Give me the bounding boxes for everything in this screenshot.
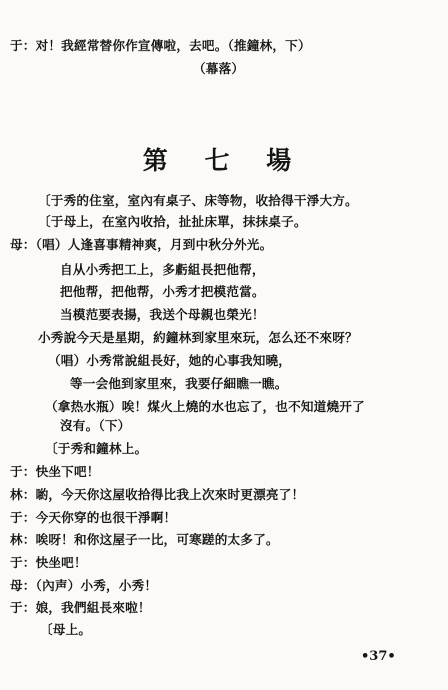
page-number: •37• xyxy=(361,649,396,664)
dialogue-line: 林：唉呀！和你这屋子一比，可寒蹉的太多了。 xyxy=(10,532,279,547)
stage-direction: 〔于秀和鐘林上。 xyxy=(45,441,148,456)
song-verse: 自从小秀把工上，多虧組長把他帮， xyxy=(60,262,265,277)
stage-direction: 〔于母上，在室內收拾，扯扯床單，抹抹桌子。 xyxy=(38,214,307,229)
scene-title: 第 七 場 xyxy=(142,146,306,175)
curtain-direction: （幕落） xyxy=(193,61,245,76)
dialogue-line: 林：喲，今天你这屋收拾得比我上次來时更漂亮了！ xyxy=(10,487,305,502)
song-verse: 把他帮，把他帮，小秀才把模范當。 xyxy=(60,284,265,299)
dialogue-line: 于：娘，我們組長來啦！ xyxy=(10,600,151,615)
dialogue-line: 小秀說今天是星期，約鐘林到家里來玩，怎么还不來呀？ xyxy=(38,330,358,345)
song-verse: 等一会他到家里來，我要仔細瞧一瞧。 xyxy=(70,376,288,391)
dialogue-line: 母：（唱）人逢喜事精神爽，月到中秋分外光。 xyxy=(10,237,273,252)
dialogue-line: （拿热水瓶）唉！煤火上燒的水也忘了，也不知道燒开了 xyxy=(45,399,365,414)
dialogue-line: 于：快坐下吧！ xyxy=(10,464,100,479)
dialogue-line: 于：对！我經常替你作宣傳啦，去吧。（推鐘林，下） xyxy=(10,38,311,53)
dialogue-line: 于：今天你穿的也很干淨啊！ xyxy=(10,510,177,525)
stage-direction: 〔母上。 xyxy=(40,622,92,637)
dialogue-line: 于：快坐吧！ xyxy=(10,555,87,570)
song-verse: （唱）小秀常說組長好，她的心事我知曉， xyxy=(48,353,292,368)
song-verse: 当模范要表揚，我送个母親也榮光！ xyxy=(60,307,265,322)
dialogue-line: 沒有。（下） xyxy=(60,418,131,433)
stage-direction: 〔于秀的住室，室內有桌子、床等物，收拾得干淨大方。 xyxy=(38,193,358,208)
dialogue-line: 母：（內声）小秀，小秀！ xyxy=(10,578,158,593)
